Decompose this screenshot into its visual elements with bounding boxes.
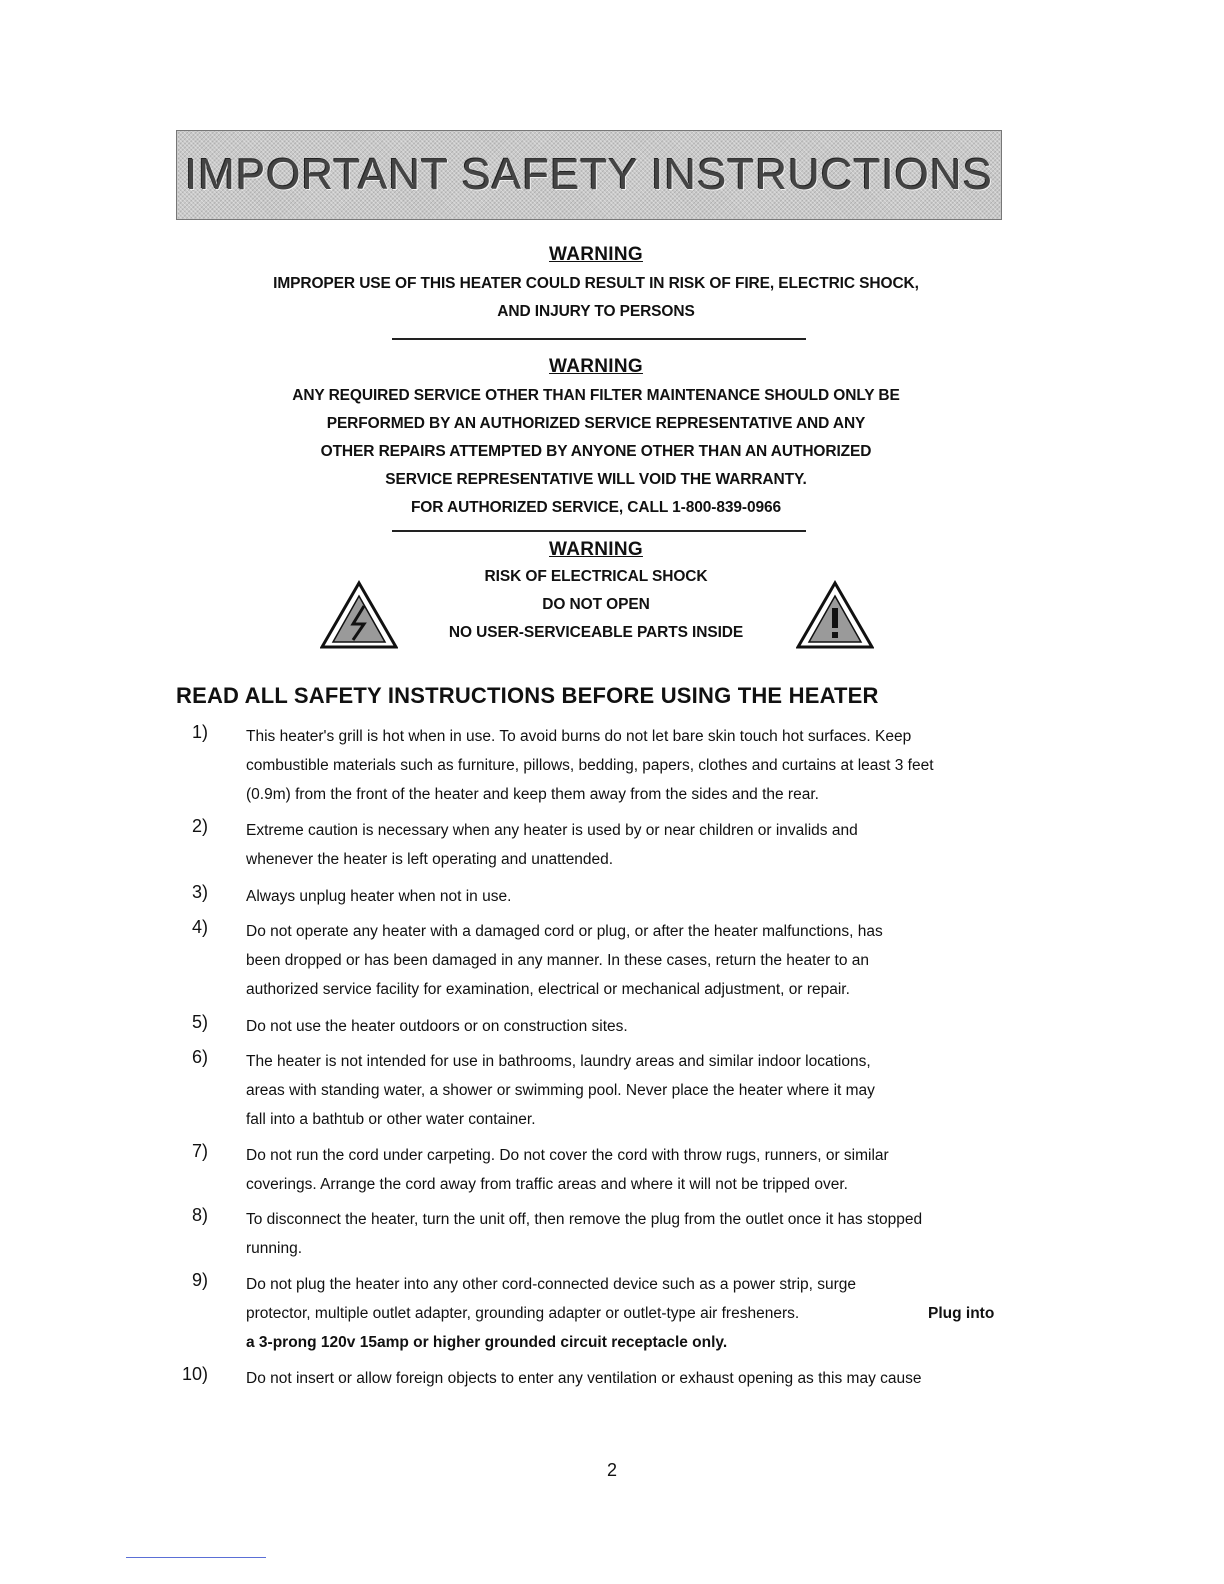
warning-line: IMPROPER USE OF THIS HEATER COULD RESULT IN RISK OF FIRE, ELECTRIC SHOCK, (273, 275, 919, 292)
warning-line: OTHER REPAIRS ATTEMPTED BY ANYONE OTHER THAN AN AUTHORIZED (320, 443, 872, 460)
item-text (246, 1328, 1008, 1357)
item-text: To disconnect the heater, turn the unit off, then remove the plug from the outlet once it has stopped (246, 1211, 923, 1228)
warning-line: SERVICE REPRESENTATIVE WILL VOID THE WARRANTY. (385, 471, 807, 488)
exclamation-warning-icon (796, 580, 874, 650)
item-bold-text: a 3-prong 120v 15amp or higher grounded circuit receptacle only. (246, 1334, 728, 1351)
title-banner (176, 130, 1002, 220)
item-text: running. (246, 1240, 303, 1257)
item-number: 5) (191, 1012, 208, 1032)
item-number: 4) (191, 917, 208, 937)
item-text: authorized service facility for examination, electrical or mechanical adjustment, or repair. (246, 981, 850, 998)
item-number: 9) (191, 1270, 208, 1290)
page-title: IMPORTANT SAFETY INSTRUCTIONS (184, 150, 994, 199)
divider (392, 338, 806, 340)
item-text: protector, multiple outlet adapter, grounding adapter or outlet-type air fresheners. (246, 1305, 800, 1322)
section-heading: READ ALL SAFETY INSTRUCTIONS BEFORE USING THE HEATER (176, 683, 879, 708)
item-number: 2) (191, 816, 208, 836)
item-text: Do not run the cord under carpeting. Do not cover the cord with throw rugs, runners, or similar (246, 1147, 889, 1164)
page-number: 2 (606, 1460, 617, 1480)
warning-line: NO USER-SERVICEABLE PARTS INSIDE (448, 624, 744, 641)
warning-line: PERFORMED BY AN AUTHORIZED SERVICE REPRESENTATIVE AND ANY (326, 415, 866, 432)
item-text: Do not use the heater outdoors or on construction sites. (246, 1018, 628, 1035)
warning-line: RISK OF ELECTRICAL SHOCK (484, 568, 708, 585)
item-text: This heater's grill is hot when in use. To avoid burns do not let bare skin touch hot surfaces. Keep (246, 728, 912, 745)
item-text: areas with standing water, a shower or swimming pool. Never place the heater where it may (246, 1082, 875, 1099)
item-text: Do not operate any heater with a damaged cord or plug, or after the heater malfunctions, has (246, 923, 883, 940)
item-text: The heater is not intended for use in bathrooms, laundry areas and similar indoor locations, (246, 1053, 871, 1070)
item-bold-text: Plug into (928, 1305, 995, 1322)
warning-electric-shock (176, 539, 1016, 647)
item-text: whenever the heater is left operating and unattended. (246, 851, 614, 868)
item-number: 7) (191, 1141, 208, 1161)
item-text: coverings. Arrange the cord away from traffic areas and where it will not be tripped over. (246, 1176, 848, 1193)
item-number: 8) (191, 1205, 208, 1225)
item-number: 10) (181, 1364, 208, 1384)
item-text: (0.9m) from the front of the heater and keep them away from the sides and the rear. (246, 786, 819, 803)
warning-line: DO NOT OPEN (542, 596, 650, 613)
service-phone-line: FOR AUTHORIZED SERVICE, CALL 1-800-839-0966 (410, 499, 782, 516)
warning-service (176, 356, 1016, 522)
item-text: Do not insert or allow foreign objects to enter any ventilation or exhaust opening as this may cause (246, 1370, 922, 1387)
item-text: Extreme caution is necessary when any heater is used by or near children or invalids and (246, 822, 858, 839)
warning-heading: WARNING (549, 244, 643, 265)
warning-line: ANY REQUIRED SERVICE OTHER THAN FILTER MAINTENANCE SHOULD ONLY BE (292, 387, 900, 404)
item-text: fall into a bathtub or other water container. (246, 1111, 536, 1128)
warning-fire-shock (176, 244, 1016, 326)
divider (392, 530, 806, 532)
item-text: been dropped or has been damaged in any manner. In these cases, return the heater to an (246, 952, 870, 969)
item-number: 3) (191, 882, 208, 902)
item-number: 1) (191, 722, 208, 742)
warning-line: AND INJURY TO PERSONS (497, 303, 695, 320)
item-text: Always unplug heater when not in use. (246, 888, 512, 905)
warning-heading: WARNING (549, 356, 643, 377)
item-number: 6) (191, 1047, 208, 1067)
item-text: Do not plug the heater into any other cord-connected device such as a power strip, surge (246, 1276, 857, 1293)
scan-mark (126, 1557, 266, 1558)
item-text: combustible materials such as furniture, pillows, bedding, papers, clothes and curtains at least 3 feet (246, 757, 934, 774)
electric-shock-warning-icon (320, 580, 398, 650)
warning-heading: WARNING (549, 539, 643, 560)
